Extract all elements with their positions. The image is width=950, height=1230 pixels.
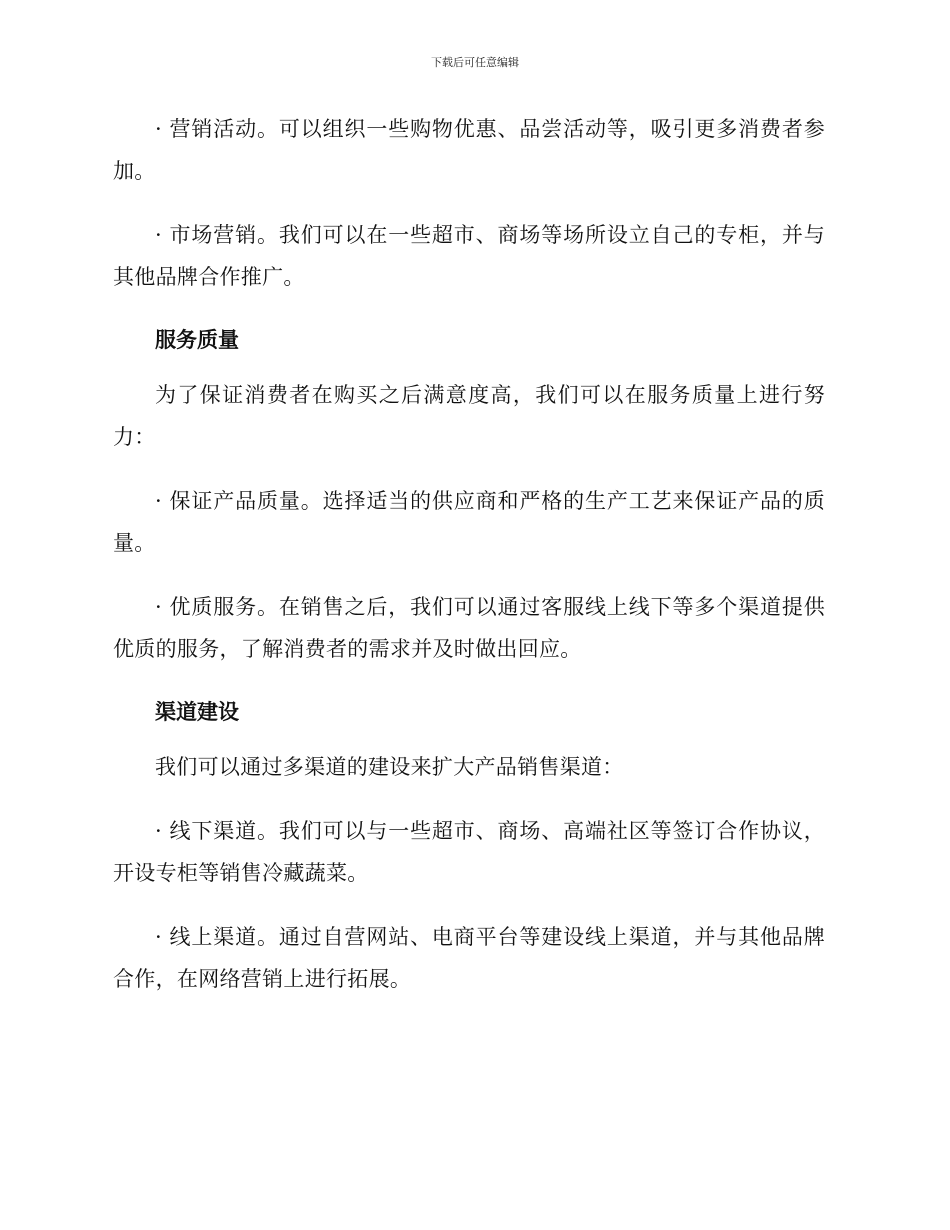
paragraph-product-quality: · 保证产品质量。选择适当的供应商和严格的生产工艺来保证产品的质量。: [113, 489, 825, 555]
paragraph-channel-intro: 我们可以通过多渠道的建设来扩大产品销售渠道：: [155, 755, 624, 779]
document-body: [113, 108, 825, 1022]
paragraph-online-channel: · 线上渠道。通过自营网站、电商平台等建设线上渠道，并与其他品牌合作，在网络营销上进行拓展。: [113, 925, 825, 991]
paragraph-service-intro: 为了保证消费者在购买之后满意度高，我们可以在服务质量上进行努力：: [113, 383, 825, 449]
paragraph-market-marketing: · 市场营销。我们可以在一些超市、商场等场所设立自己的专柜，并与其他品牌合作推广。: [113, 223, 825, 289]
section-heading-service-quality: 服务质量: [155, 328, 239, 352]
paragraph-marketing-activities: · 营销活动。可以组织一些购物优惠、品尝活动等，吸引更多消费者参加。: [113, 117, 825, 183]
paragraph-offline-channel: · 线下渠道。我们可以与一些超市、商场、高端社区等签订合作协议，开设专柜等销售冷藏蔬菜。: [113, 819, 825, 885]
section-heading-channel-building: 渠道建设: [155, 700, 239, 724]
page-header: 下载后可任意编辑: [431, 56, 519, 69]
paragraph-quality-service: · 优质服务。在销售之后，我们可以通过客服线上线下等多个渠道提供优质的服务，了解消费者的需求并及时做出回应。: [113, 595, 825, 661]
